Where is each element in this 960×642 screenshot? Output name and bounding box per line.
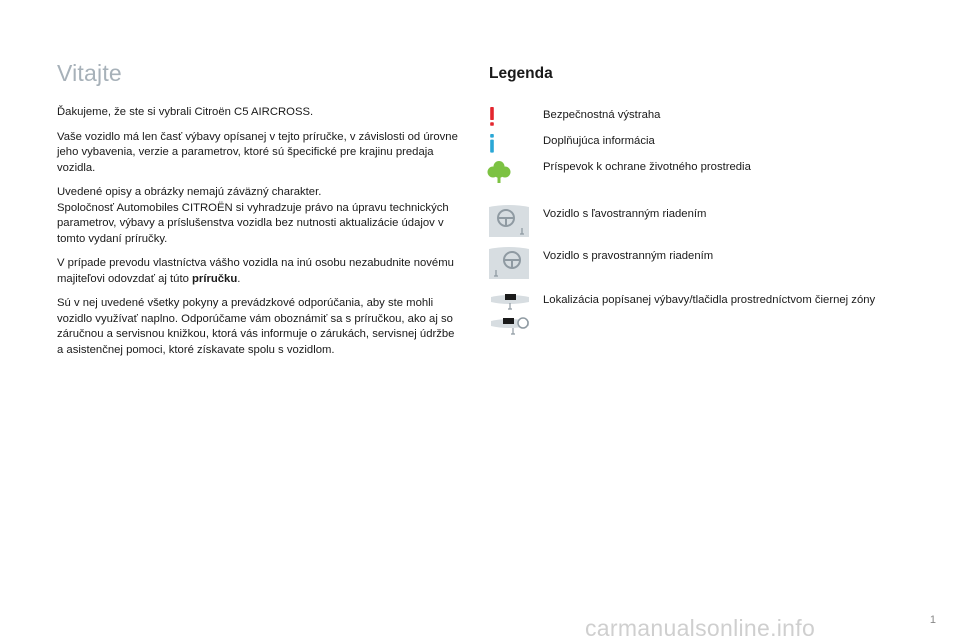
paragraph-disclaimer	[57, 185, 462, 247]
welcome-section	[57, 60, 462, 367]
right-hand-drive-icon	[487, 246, 531, 287]
paragraph-ownership	[57, 256, 462, 287]
paragraph-equipment: Vaše vozidlo má len časť výbavy opísanej v tejto príručke, v závislosti od úrovne jeho vybavenia, verzie a parametrov, ktoré sú špecifické pre krajinu predaja vozidla.	[57, 130, 458, 174]
legend-title: Legenda	[489, 65, 553, 82]
legend-label: Príspevok k ochrane životného prostredia	[543, 161, 751, 173]
disclaimer-rest: Spoločnosť Automobiles CITROËN si vyhradzuje právo na úpravu technických parametrov, výbavy a príslušenstva vozidla bez nutnosti aktualizácie údajov v tomto vydaní príručky.	[57, 201, 449, 245]
paragraph-instructions: Sú v nej uvedené všetky pokyny a prevádzkové odporúčania, aby ste mohli vozidlo využívať naplno. Odporúčame vám oboznámiť sa s príručkou, ako aj so záručnou a servisnou knižkou, ktorá vás informuje o zárukách, servisnej údržbe a asistenčnej pomoci, ktoré získavate spolu s vozidlom.	[57, 297, 455, 356]
page-number: 1	[929, 614, 936, 626]
legend-label: Lokalizácia popísanej výbavy/tlačidla prostredníctvom čiernej zóny	[543, 294, 876, 306]
legend-label: Bezpečnostná výstraha	[543, 109, 661, 121]
ownership-bold: príručku	[192, 272, 238, 285]
legend-label: Vozidlo s ľavostranným riadením	[543, 208, 707, 220]
warning-exclamation-icon	[487, 107, 497, 132]
paragraph-thanks: Ďakujeme, že ste si vybrali Citroën C5 AIRCROSS.	[57, 106, 314, 118]
disclaimer-line: Uvedené opisy a obrázky nemajú záväzný charakter.	[57, 186, 322, 198]
page-title: Vitajte	[57, 60, 122, 86]
ownership-end: .	[237, 272, 241, 285]
environment-leaf-icon	[487, 160, 511, 189]
ownership-text: V prípade prevodu vlastníctva vášho vozidla na inú osobu nezabudnite novému majiteľovi odovzdať aj túto	[57, 257, 454, 285]
legend-label: Doplňujúca informácia	[543, 135, 655, 147]
watermark: carmanualsonline.info	[585, 615, 816, 641]
black-zone-location-icon	[489, 293, 535, 346]
left-hand-drive-icon	[487, 204, 531, 245]
legend-label: Vozidlo s pravostranným riadením	[543, 250, 714, 262]
info-icon	[487, 134, 497, 159]
